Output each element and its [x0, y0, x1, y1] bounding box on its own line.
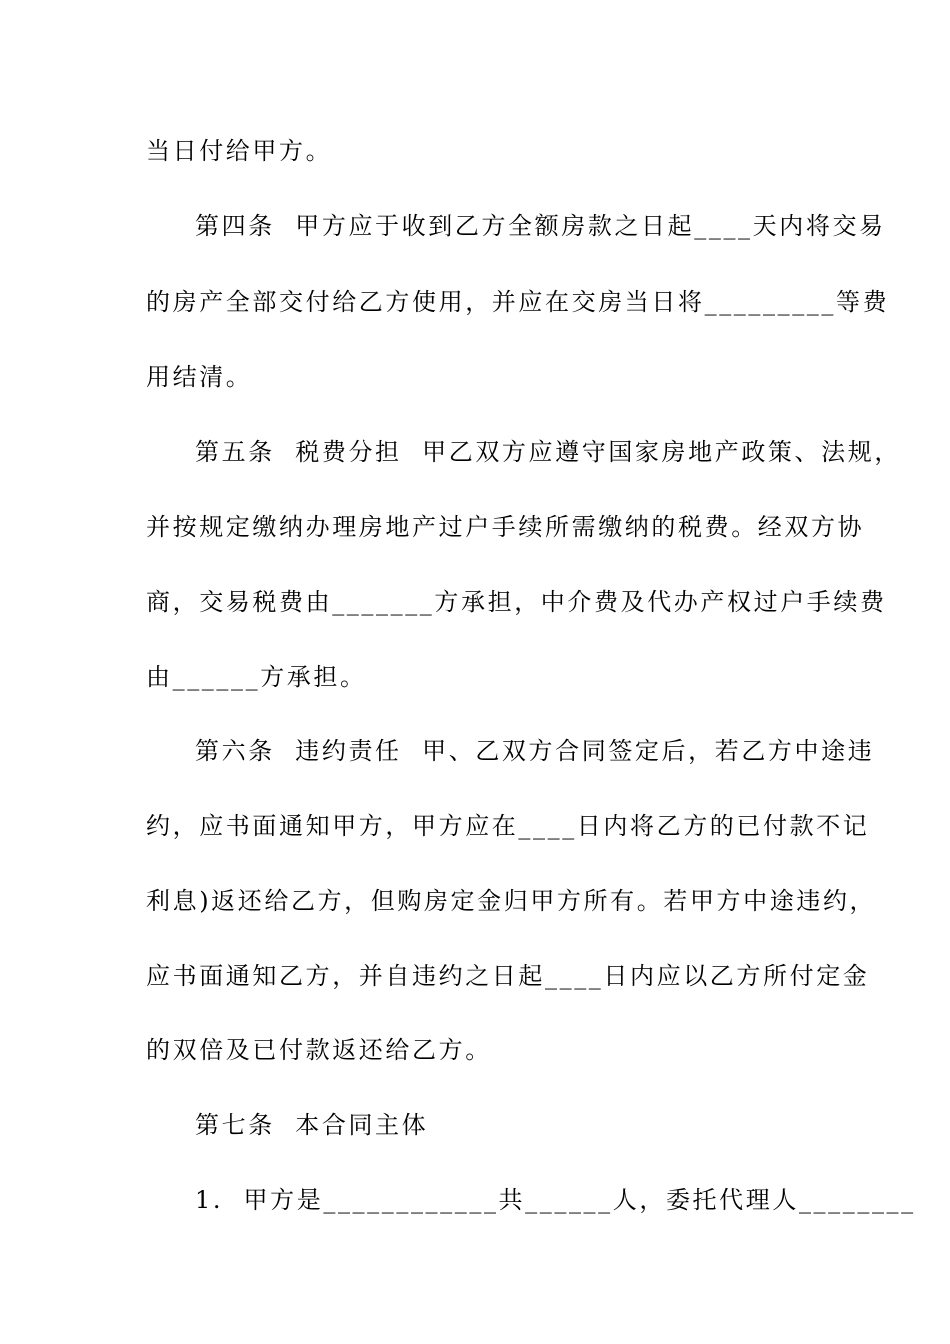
paragraph-line: 当日付给甲方。 [146, 137, 333, 165]
paragraph-line: 商，交易税费由_______方承担，中介费及代办产权过户手续费 [146, 588, 887, 616]
clause-5-heading-line: 第五条 税费分担 甲乙双方应遵守国家房地产政策、法规， [195, 438, 901, 466]
clause-4-heading-line: 第四条 甲方应于收到乙方全额房款之日起____天内将交易 [195, 212, 886, 240]
paragraph-line: 的房产全部交付给乙方使用，并应在交房当日将_________等费 [146, 288, 890, 316]
clause-7-heading-line: 第七条 本合同主体 [195, 1111, 429, 1139]
paragraph-line: 约，应书面通知甲方，甲方应在____日内将乙方的已付款不记 [146, 812, 870, 840]
paragraph-line: 利息)返还给乙方，但购房定金归甲方所有。若甲方中途违约， [146, 887, 877, 915]
numbered-item-line: 1. 甲方是____________共______人，委托代理人________ [195, 1186, 916, 1214]
paragraph-line: 用结清。 [146, 363, 253, 391]
paragraph-line: 应书面通知乙方，并自违约之日起____日内应以乙方所付定金 [146, 962, 870, 990]
clause-6-heading-line: 第六条 违约责任 甲、乙双方合同签定后，若乙方中途违 [195, 737, 875, 765]
paragraph-line: 的双倍及已付款返还给乙方。 [146, 1036, 492, 1064]
paragraph-line: 并按规定缴纳办理房地产过户手续所需缴纳的税费。经双方协 [146, 513, 865, 541]
paragraph-line: 由______方承担。 [146, 663, 367, 691]
